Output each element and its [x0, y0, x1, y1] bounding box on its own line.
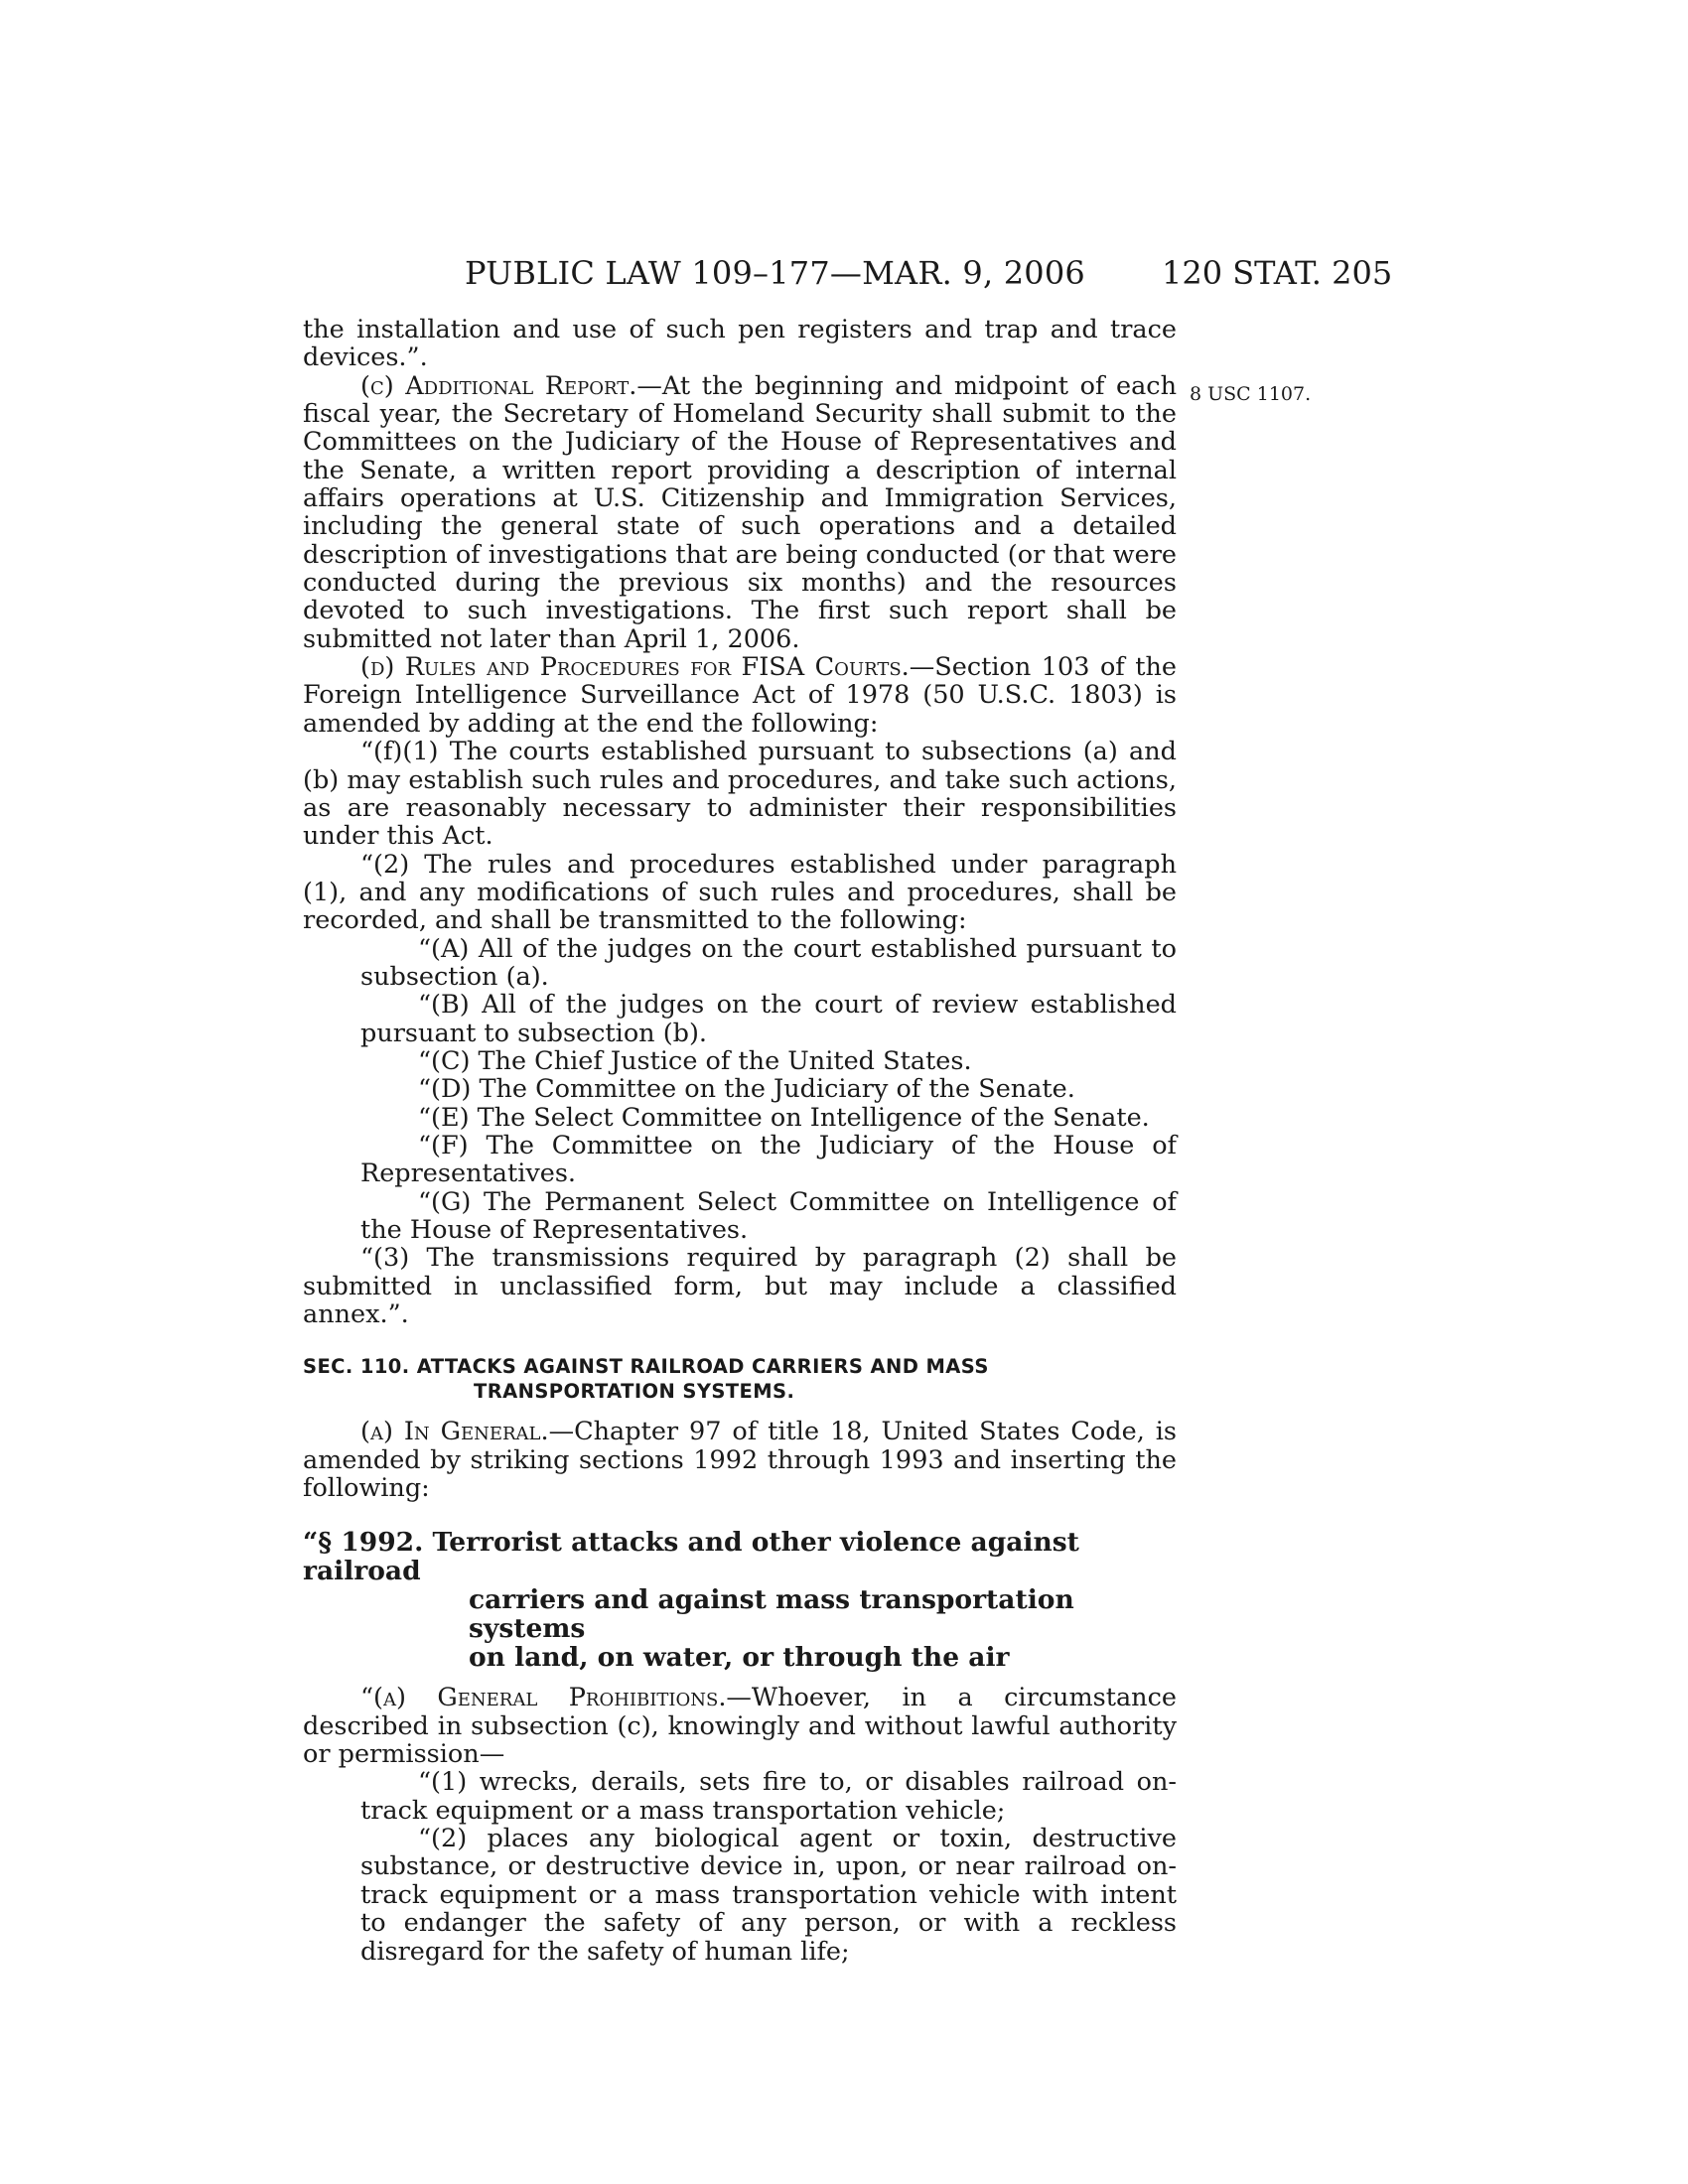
paragraph-f3: “(3) The transmissions required by paragraph (2) shall be submitted in unclassified form, but may include a classified annex.”. [303, 1243, 1177, 1330]
subsection-c-text: —At the beginning and midpoint of each fiscal year, the Secretary of Homeland Security shall submit to the Committees on the Judiciary of the House of Representatives and the Senate, a written report providing a description of internal affairs operations at U.S. Citizenship and Immigration Services, including the general state of such operations and a detailed description of investigations that are being conducted (or that were conducted during the previous six months) and the resources devoted to such investigations. The first such report shall be submitted not later than April 1, 2006. [303, 370, 1177, 654]
margin-note: 8 USC 1107. [1190, 383, 1312, 405]
list-item-c: “(C) The Chief Justice of the United States. [418, 1045, 972, 1076]
running-title: PUBLIC LAW 109–177—MAR. 9, 2006 [465, 254, 1085, 292]
subsection-c-label: (c) Additional Report. [360, 370, 637, 401]
subsection-d-label: (d) Rules and Procedures for FISA Courts. [360, 652, 910, 683]
subsection-a-text: —Chapter 97 of title 18, United States Code, is amended by striking sections 1992 through 1993 and inserting the following: [303, 1417, 1177, 1504]
stat-page-number: 120 STAT. 205 [1162, 254, 1393, 292]
code-section-title-line3: on land, on water, or through the air [469, 1642, 1010, 1674]
paragraph-continuation: the installation and use of such pen registers and trap and trace devices.”. [303, 315, 1177, 373]
section-heading-line2: TRANSPORTATION SYSTEMS. [474, 1380, 795, 1404]
list-item-a: “(A) All of the judges on the court established pursuant to subsection (a). [360, 933, 1177, 992]
prohibition-item-2: “(2) places any biological agent or toxin, destructive substance, or destructive device in, upon, or near railroad on-track equipment or a mass transportation vehicle with intent to endanger the safety of any person, or with a reckless disregard for the safety of human life; [360, 1824, 1177, 1967]
paragraph-f2: “(2) The rules and procedures established under paragraph (1), and any modifications of such rules and procedures, shall be recorded, and shall be transmitted to the following: [303, 849, 1177, 936]
subsection-a-label: (a) In General. [360, 1417, 549, 1447]
list-item-f: “(F) The Committee on the Judiciary of the House of Representatives. [360, 1130, 1177, 1189]
code-section-title-line2: carriers and against mass transportation systems [469, 1584, 1074, 1645]
section-heading [303, 1354, 1177, 1404]
list-item-d: “(D) The Committee on the Judiciary of the Senate. [418, 1074, 1075, 1105]
subsection-c [303, 372, 1177, 653]
subsection-a [303, 1418, 1177, 1502]
section-heading-line1: SEC. 110. ATTACKS AGAINST RAILROAD CARRIERS AND MASS [303, 1355, 989, 1379]
subsection-d-text: —Section 103 of the Foreign Intelligence Surveillance Act of 1978 (50 U.S.C. 1803) is amended by adding at the end the following: [303, 652, 1177, 739]
general-prohibitions [303, 1684, 1177, 1768]
general-prohibitions-label: “(a) General Prohibitions. [360, 1683, 727, 1713]
general-prohibitions-text: —Whoever, in a circumstance described in subsection (c), knowingly and without lawful authority or permission— [303, 1683, 1177, 1770]
list-item-g: “(G) The Permanent Select Committee on Intelligence of the House of Representatives. [360, 1186, 1177, 1245]
list-item-e: “(E) The Select Committee on Intelligence of the Senate. [418, 1102, 1150, 1133]
prohibition-item-1: “(1) wrecks, derails, sets fire to, or disables railroad on-track equipment or a mass transportation vehicle; [360, 1767, 1177, 1826]
code-section-title-line1: “§ 1992. Terrorist attacks and other violence against railroad [303, 1527, 1079, 1587]
document-body [303, 316, 1177, 1966]
list-item-b: “(B) All of the judges on the court of review established pursuant to subsection (b). [360, 990, 1177, 1048]
subsection-d [303, 653, 1177, 738]
paragraph-f1: “(f)(1) The courts established pursuant to subsections (a) and (b) may establish such rules and procedures, and take such actions, as are reasonably necessary to administer their responsibilities under this Act. [303, 737, 1177, 852]
code-section-title [303, 1528, 1177, 1672]
